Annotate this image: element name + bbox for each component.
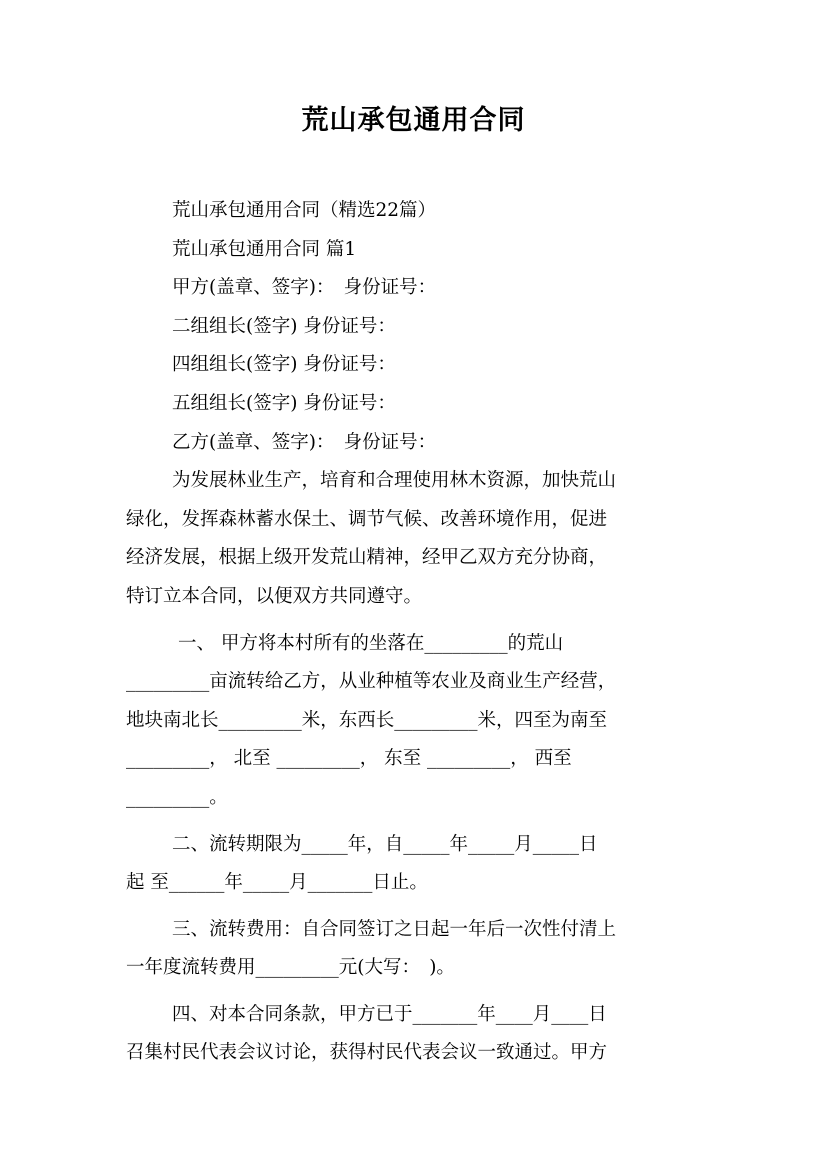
text-line: 甲方(盖章、签字)： 身份证号： — [172, 277, 437, 299]
text-line: 二、流转期限为_____年，自_____年_____月_____日 — [172, 833, 598, 855]
paragraph-purpose — [126, 462, 704, 616]
text-line: _________亩流转给乙方，从业种植等农业及商业生产经营， — [126, 671, 617, 693]
text-line: 绿化，发挥森林蓄水保土、调节气候、改善环境作用，促进 — [126, 508, 608, 530]
text-line: 三、流转费用：自合同签订之日起一年后一次性付清上 — [172, 918, 617, 940]
text-line: 四组组长(签字) 身份证号： — [172, 354, 396, 376]
text-line: _________。 — [126, 786, 228, 808]
text-line: 地块南北长_________米，东西长_________米，四至为南至 — [126, 709, 608, 731]
text-line: 特订立本合同，以便双方共同遵守。 — [126, 585, 423, 607]
text-line: 四、对本合同条款，甲方已于_______年____月____日 — [172, 1003, 607, 1025]
text-line: 五组组长(签字) 身份证号： — [172, 392, 396, 414]
text-line: 经济发展，根据上级开发荒山精神，经甲乙双方充分协商， — [126, 547, 608, 569]
text-line: 一年度流转费用_________元(大写： )。 — [126, 957, 455, 979]
document-title: 荒山承包通用合同 — [301, 105, 526, 136]
text-line: 乙方(盖章、签字)： 身份证号： — [172, 431, 437, 453]
paragraph-clause-4 — [126, 996, 704, 1073]
paragraph-clause-3 — [126, 911, 704, 988]
text-line: 二组组长(签字) 身份证号： — [172, 315, 396, 337]
text-line: 一、 甲方将本村所有的坐落在_________的荒山 — [178, 632, 564, 654]
paragraph-clause-2 — [126, 826, 704, 903]
text-line: 荒山承包通用合同 篇1 — [172, 238, 357, 260]
text-line: _________， 北至 _________， 东至 _________， 西至 — [126, 748, 572, 770]
text-line: 起 至______年_____月_______日止。 — [126, 872, 428, 894]
document-body — [126, 192, 704, 1073]
paragraph-clause-1 — [126, 625, 704, 818]
text-line: 为发展林业生产，培育和合理使用林木资源，加快荒山 — [172, 470, 617, 492]
text-line: 召集村民代表会议讨论，获得村民代表会议一致通过。甲方 — [126, 1042, 608, 1064]
text-line: 荒山承包通用合同（精选22篇） — [172, 200, 437, 221]
